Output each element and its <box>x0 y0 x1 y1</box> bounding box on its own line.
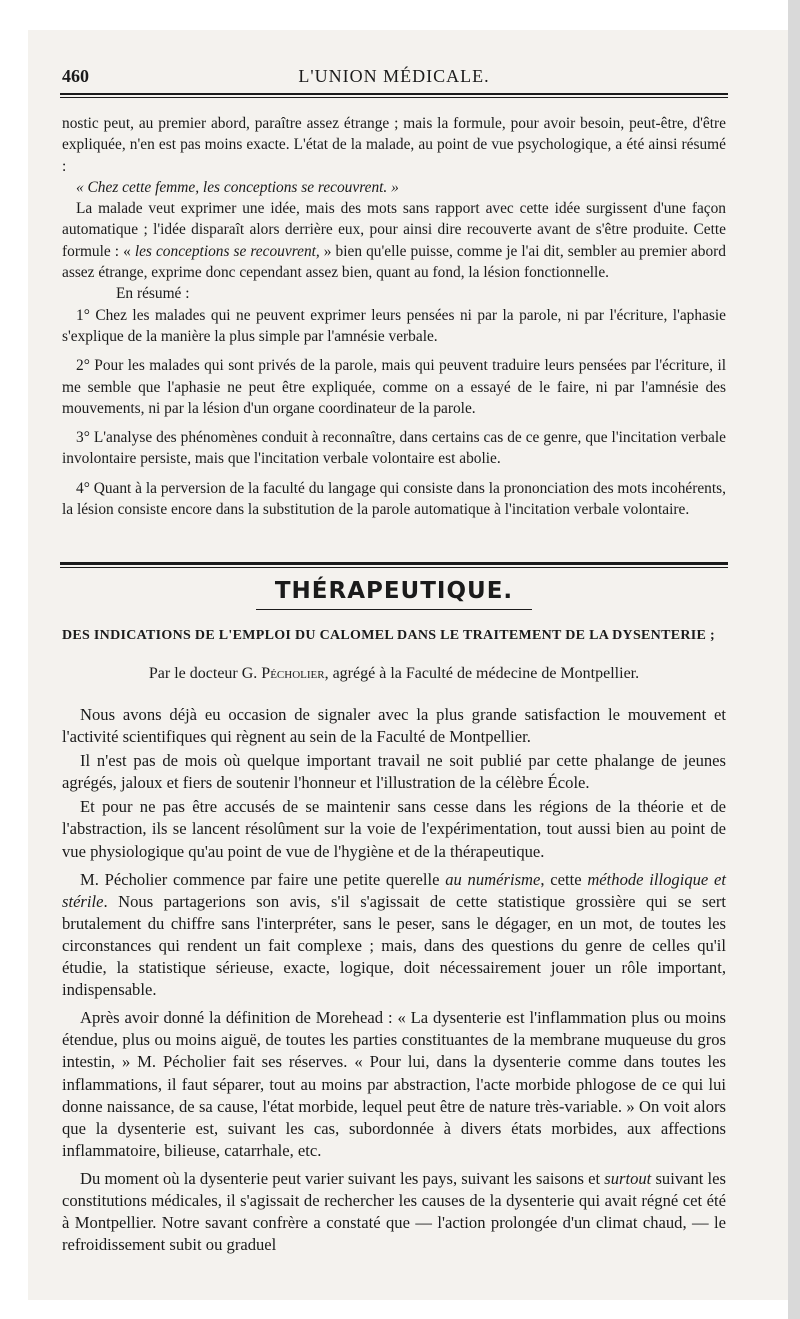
summary-item: 3° L'analyse des phénomènes conduit à reconnaître, dans certains cas de ce genre, que l'incitation verbale involontaire persiste, mais que l'incitation verbale volontaire est abolie. <box>62 429 726 468</box>
article-title: DES INDICATIONS DE L'EMPLOI DU CALOMEL DANS LE TRAITEMENT DE LA DYSENTERIE ; <box>62 628 715 643</box>
text-run: M. Pécholier commence par faire une petite querelle <box>80 869 446 889</box>
emphasis: méthode illogique et stérile <box>62 869 726 911</box>
summary-item: 2° Pour les malades qui sont privés de la parole, mais qui peuvent traduire leurs pensées par l'écriture, il me semble que l'aphasie ne peut être expliquée, comme on a essayé de le faire, ni par l'amnésie des mouvements, ni par la lésion d'un organe coordinateur de la parole. <box>62 357 726 417</box>
header-rule <box>60 93 728 95</box>
section-rule-top-thin <box>60 567 728 568</box>
paragraph: La malade veut exprimer une idée, mais des mots sans rapport avec cette idée surgissent d'une façon automatique ; l'idée disparaît alors derrière eux, pour ainsi dire recouverte avant de s'être produite. Cette formule : « les conceptions se recouvrent, » bien qu'elle puisse, comme je l'ai dit, sembler au premier abord assez étrange, exprime donc cependant assez bien, quant au fond, la lésion fonctionnelle. <box>62 200 726 282</box>
paragraph <box>62 1168 726 1256</box>
text-run: . Nous partagerions son avis, s'il s'agissait de cette statistique grossière qui se sert brutalement du chiffre sans l'interpréter, sans le peser, sans le dégager, en un mot, de toutes les circonstances qui rendent un fait complexe ; mais, dans des questions du genre de celles qu'il étudie, la statistique sérieuse, exacte, logique, doit nécessairement jouer un rôle important, indispensable. <box>62 891 726 1000</box>
paragraph: Il n'est pas de mois où quelque important travail ne soit publié par cette phalange de jeunes agrégés, jaloux et fiers de soutenir l'honneur et l'illustration de la célèbre École. <box>62 751 726 793</box>
summary-item: 4° Quant à la perversion de la faculté du langage qui consiste dans la prononciation des mots incohérents, la lésion consiste encore dans la substitution de la parole automatique à l'incitation verbale volontaire. <box>62 479 726 519</box>
paragraph: Nous avons déjà eu occasion de signaler avec la plus grande satisfaction le mouvement et l'activité scientifiques qui règnent au sein de la Faculté de Montpellier. <box>62 705 726 747</box>
paragraph: Et pour ne pas être accusés de se maintenir sans cesse dans les régions de la théorie et de l'abstraction, ils se lancent résolûment sur la voie de l'expérimentation, tout aussi bien au point de vue physiologique qu'au point de vue de l'hygiène et de la thérapeutique. <box>62 797 726 861</box>
paragraph <box>62 869 726 1002</box>
paragraph: nostic peut, au premier abord, paraître assez étrange ; mais la formule, pour avoir besoin, peut-être, d'être expliquée, n'en est pas moins exacte. L'état de la malade, au point de vue psychologique, a été ainsi résumé : <box>62 115 726 175</box>
paragraph: Après avoir donné la définition de Morehead : « La dysenterie est l'inflammation plus ou moins étendue, plus ou moins aiguë, de toutes les parties constituantes de la membrane muqueuse du gros intestin, » M. Pécholier fait ses réserves. « Pour lui, dans la dysenterie comme dans toutes les inflammations, il faut séparer, tout au moins par abstraction, l'acte morbide phlogose de ce qui lui donne naissance, de sa cause, l'état morbide, lequel peut être de nature très-variable. » On voit alors que la dysenterie est, suivant les cas, subordonnée à divers états morbides, aux affections inflammatoire, bilieuse, catarrhale, etc. <box>62 1008 726 1160</box>
emphasis: au numérisme <box>445 869 541 889</box>
quote: « Chez cette femme, les conceptions se recouvrent. » <box>76 178 399 196</box>
article-body <box>62 704 726 1256</box>
byline-prefix: Par le docteur G. <box>148 665 262 682</box>
section-title: THÉRAPEUTIQUE. <box>274 578 514 604</box>
text-run: , cette <box>540 869 588 889</box>
section-rule-bottom <box>256 609 532 610</box>
summary-item: 1° Chez les malades qui ne peuvent exprimer leurs pensées ni par la parole, ni par l'écriture, l'aphasie s'explique de la manière la plus simple par l'amnésie verbale. <box>62 306 726 345</box>
upper-text <box>62 113 726 520</box>
byline <box>62 665 726 683</box>
summary-label: En résumé : <box>116 285 190 303</box>
page-number: 460 <box>62 66 89 86</box>
page-edge <box>788 0 800 1319</box>
text-run: Du moment où la dysenterie peut varier suivant les pays, suivant les saisons et <box>80 1168 605 1188</box>
page-header <box>62 66 726 92</box>
running-head: L'UNION MÉDICALE. <box>298 66 490 86</box>
byline-suffix: , agrégé à la Faculté de médecine de Montpellier. <box>324 665 640 682</box>
emphasis: surtout <box>604 1168 652 1188</box>
author-name: Pécholier <box>261 665 325 682</box>
section-rule-top <box>60 562 728 565</box>
text-run: suivant les constitutions médicales, il s'agissait de rechercher les causes de la dysenterie qui avait régné cet été à Montpellier. Notre savant confrère a constaté que — l'action prolongée d'un climat chaud, — le refroidissement subit ou graduel <box>62 1168 726 1255</box>
emphasis: les conceptions se recouvrent, <box>134 242 320 260</box>
header-rule-thin <box>60 97 728 98</box>
